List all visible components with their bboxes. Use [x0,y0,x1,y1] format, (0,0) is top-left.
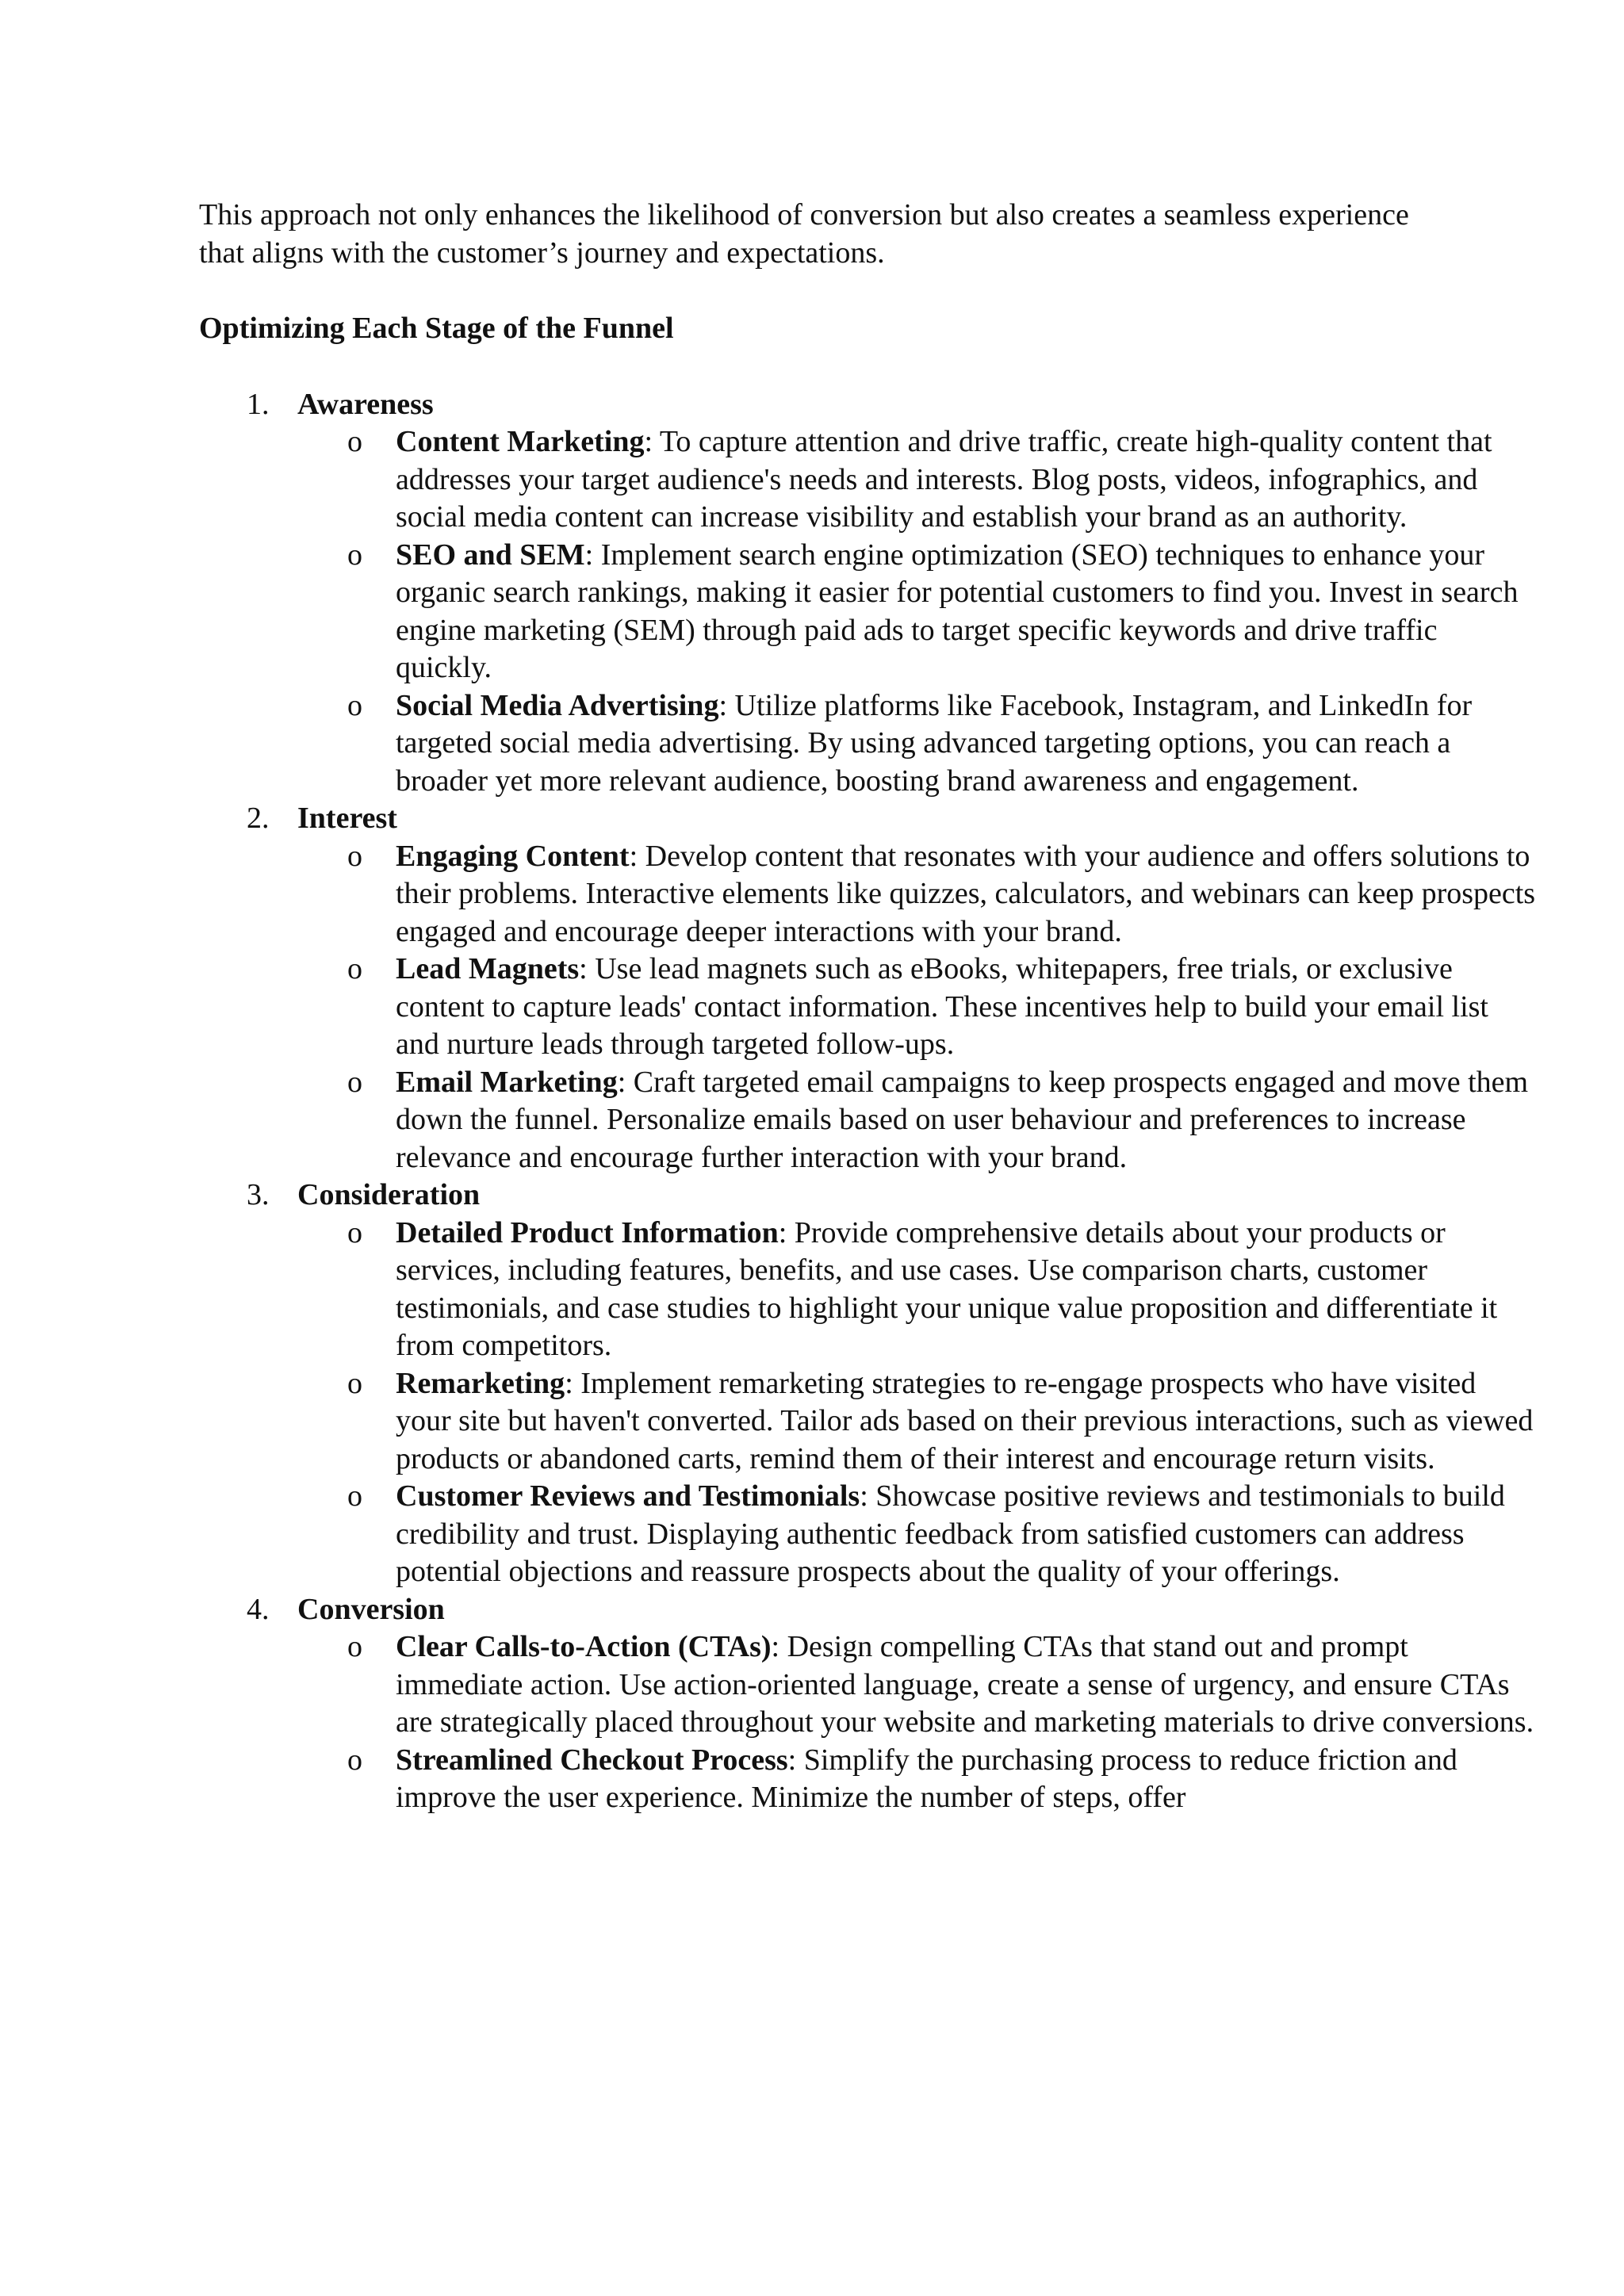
tactic-description: : Develop content that resonates with your audience and offers solutions to their problems. Interactive elements like quizzes, calculators, and webinars can keep prospects engaged and encourage deeper interactions with your brand. [396,839,1536,948]
bullet-marker: o [347,425,362,458]
tactic-item [297,423,1538,537]
tactic-name: SEO and SEM [396,538,585,572]
tactic-list [297,1215,1534,1591]
tactic-name: Customer Reviews and Testimonials [396,1479,860,1513]
stage-interest [199,800,1536,1177]
stage-consideration [199,1177,1534,1591]
bullet-marker: o [347,538,362,572]
tactic-item [297,1064,1538,1177]
tactic-list [297,838,1536,1177]
tactic-description: : To capture attention and drive traffic, create high-quality content that addresses your target audience's needs and interests. Blog posts, videos, infographics, and social media content can increase visibility and establish your brand as an authority. [396,425,1492,534]
stage-number: 1. [247,387,270,421]
tactic-description: : Simplify the purchasing process to reduce friction and improve the user experience. Minimize the number of steps, offer [396,1743,1457,1814]
stage-title: Awareness [297,387,434,421]
stage-number: 3. [247,1178,270,1211]
tactic-item [297,537,1538,687]
bullet-marker: o [347,952,362,985]
tactic-name: Clear Calls-to-Action (CTAs) [396,1630,772,1663]
stage-title: Interest [297,802,397,835]
tactic-item [297,1628,1538,1742]
stage-title: Conversion [297,1592,445,1626]
tactic-name: Social Media Advertising [396,688,719,722]
stage-title: Consideration [297,1178,481,1211]
tactic-name: Detailed Product Information [396,1215,779,1249]
bullet-marker: o [347,1366,362,1400]
bullet-marker: o [347,1630,362,1663]
tactic-description: : Showcase positive reviews and testimonials to build credibility and trust. Displaying authentic feedback from satisfied customers can address potential objections and reassure prospects about the quality of your offerings. [396,1479,1505,1588]
tactic-description: : Craft targeted email campaigns to keep prospects engaged and move them down the funnel. Personalize emails based on user behaviour and preferences to increase relevance and encourage further interaction with your brand. [396,1065,1529,1174]
tactic-name: Email Marketing [396,1065,618,1099]
stage-number: 4. [247,1592,270,1626]
tactic-name: Streamlined Checkout Process [396,1743,788,1777]
intro-paragraph: This approach not only enhances the likelihood of conversion but also creates a seamless experience that aligns with the customer’s journey and expectations. [199,198,1409,270]
tactic-name: Content Marketing [396,425,645,458]
bullet-marker: o [347,839,362,873]
stage-conversion [199,1591,1534,1817]
tactic-name: Remarketing [396,1366,565,1400]
tactic-description: : Provide comprehensive details about your products or services, including features, benefits, and use cases. Use comparison charts, customer testimonials, and case studies to highlight your unique value proposition and differentiate it from competitors. [396,1215,1498,1362]
bullet-marker: o [347,1743,362,1777]
stage-awareness [199,386,1519,801]
tactic-description: : Implement remarketing strategies to re-engage prospects who have visited your site but haven't converted. Tailor ads based on their previous interactions, such as viewed products or abandoned carts, remind them of their interest and encourage return visits. [396,1366,1534,1475]
funnel-stage-list [199,386,1536,1817]
bullet-marker: o [347,1215,362,1249]
bullet-marker: o [347,688,362,722]
tactic-description: : Utilize platforms like Facebook, Instagram, and LinkedIn for targeted social media advertising. By using advanced targeting options, you can reach a broader yet more relevant audience, boosting brand awareness and engagement. [396,688,1473,798]
tactic-description: : Use lead magnets such as eBooks, whitepapers, free trials, or exclusive content to capture leads' contact information. These incentives help to build your email list and nurture leads through targeted follow-ups. [396,952,1488,1061]
bullet-marker: o [347,1479,362,1513]
tactic-name: Engaging Content [396,839,630,873]
tactic-list [297,423,1519,800]
tactic-name: Lead Magnets [396,952,580,985]
tactic-item [297,687,1538,801]
tactic-item [297,1478,1538,1591]
bullet-marker: o [347,1065,362,1099]
tactic-description: : Design compelling CTAs that stand out and prompt immediate action. Use action-oriented language, create a sense of urgency, and ensure CTAs are strategically placed throughout your website and marketing materials to drive conversions. [396,1630,1534,1739]
tactic-list [297,1628,1534,1817]
tactic-item [297,1742,1538,1817]
section-heading: Optimizing Each Stage of the Funnel [199,312,674,345]
stage-number: 2. [247,802,270,835]
tactic-item [297,951,1538,1064]
tactic-description: : Implement search engine optimization (SEO) techniques to enhance your organic search rankings, making it easier for potential customers to find you. Invest in search engine marketing (SEM) through paid ads to target specific keywords and drive traffic quickly. [396,538,1519,684]
tactic-item [297,1215,1538,1365]
tactic-item [297,838,1538,951]
tactic-item [297,1365,1538,1479]
